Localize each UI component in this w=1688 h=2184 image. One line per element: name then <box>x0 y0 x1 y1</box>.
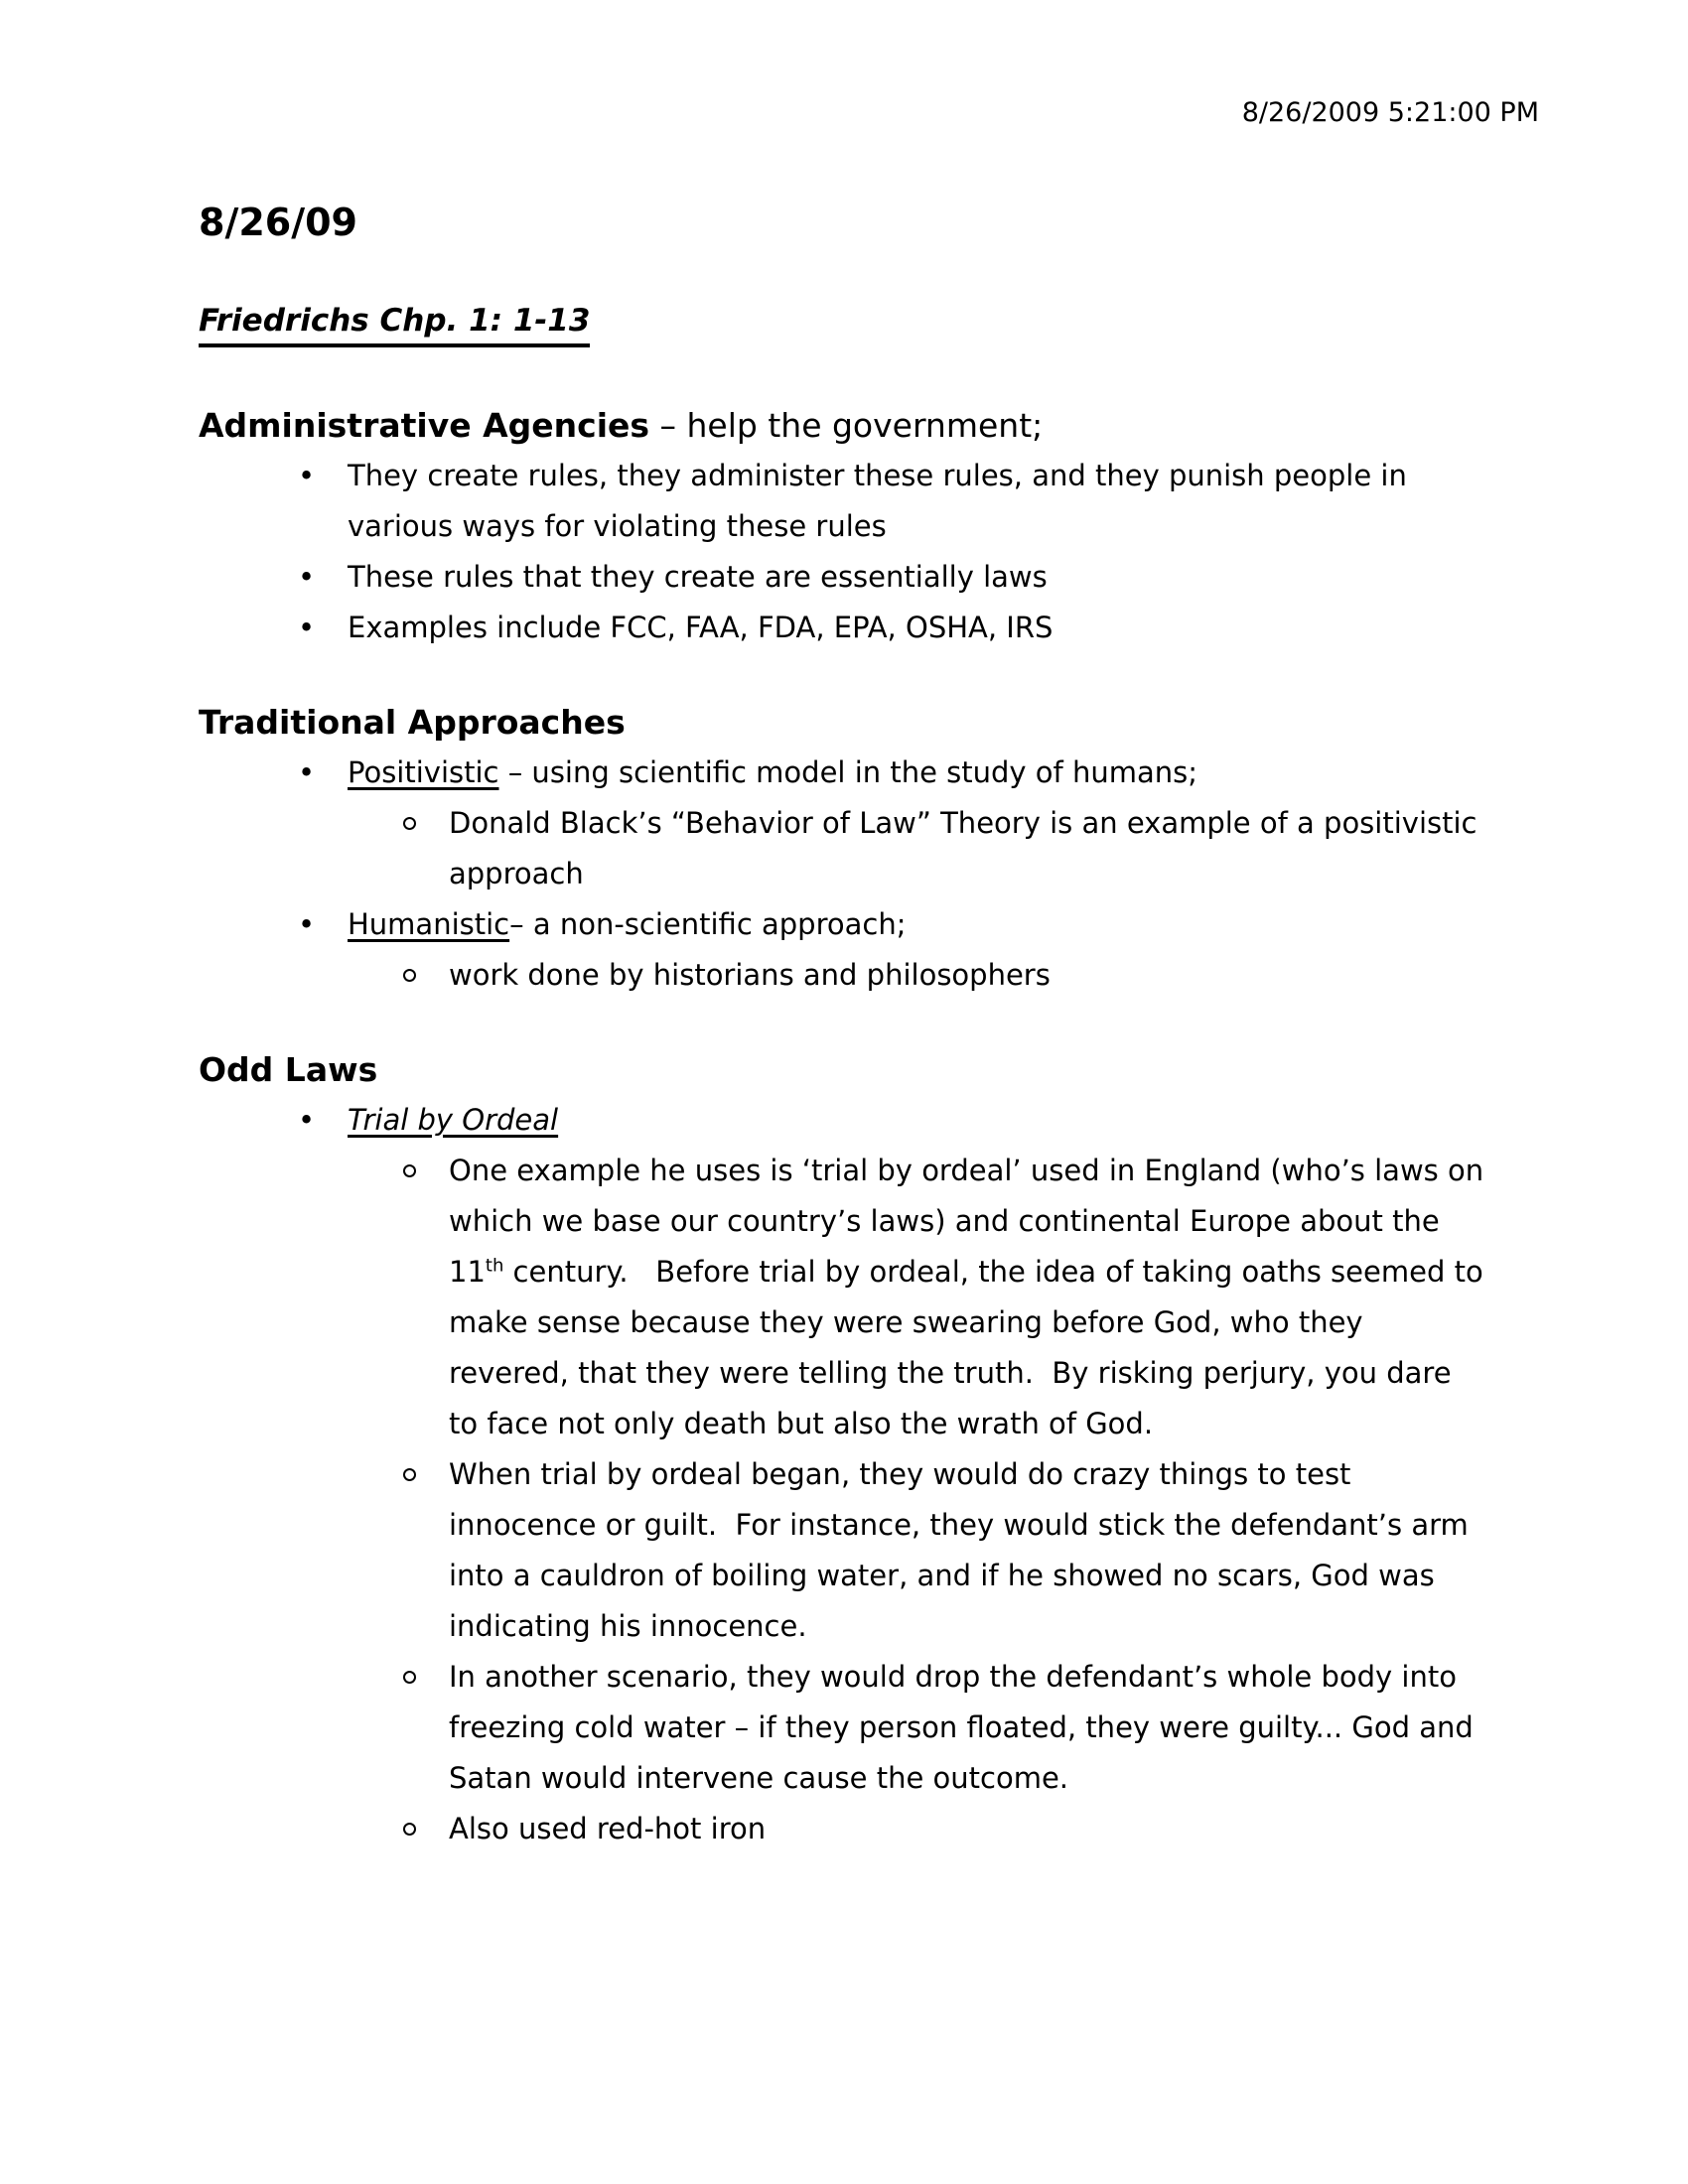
bullet-dot-icon: • <box>298 560 316 594</box>
section-heading <box>199 400 1487 451</box>
bullet-dot-icon: • <box>298 459 316 492</box>
sub-bullet-text: When trial by ordeal began, they would do crazy things to test innocence or guilt. For instance, they would stick the defendant’s arm into a cauldron of boiling water, and if he showed no scars, God was indicating his innocence. <box>449 1457 1477 1643</box>
italic-underlined-term: Trial by Ordeal <box>348 1103 559 1137</box>
date-heading: 8/26/09 <box>199 201 357 244</box>
bullet-text-rest: – using scientific model in the study of humans; <box>498 755 1198 789</box>
doc-title: Friedrichs Chp. 1: 1-13 <box>199 301 590 347</box>
section-administrative-agencies <box>199 400 1487 653</box>
traditional-bullet-list <box>199 748 1487 1001</box>
list-item <box>199 899 1487 950</box>
header-timestamp: 8/26/2009 5:21:00 PM <box>1241 97 1539 128</box>
section-heading-suffix: – help the government; <box>649 406 1044 445</box>
doc-title-row <box>199 300 1487 351</box>
odd-laws-bullet-list <box>199 1095 1493 1854</box>
admin-bullet-list <box>199 451 1487 653</box>
sub-bullet-text <box>449 1154 1492 1440</box>
sub-bullet-text-pre: One example he uses is ‘trial by ordeal’ used in England (who’s laws on which we base our country’s laws) and continental Europe about the 11 <box>449 1154 1493 1289</box>
bullet-text <box>348 755 1197 789</box>
ordinal-superscript: th <box>485 1255 504 1277</box>
section-heading <box>199 697 1487 748</box>
sub-bullet-text: work done by historians and philosophers <box>449 958 1051 992</box>
list-item <box>199 798 1487 899</box>
sub-bullet-text-post: century. Before trial by ordeal, the idea of taking oaths seemed to make sense because they were swearing before God, who they revered, that they were telling the truth. By risking perjury, you dare to face not only death but also the wrath of God. <box>449 1255 1492 1440</box>
bullet-circle-icon <box>403 969 416 982</box>
bullet-circle-icon <box>403 1671 416 1684</box>
list-item <box>199 950 1487 1001</box>
bullet-circle-icon <box>403 1164 416 1177</box>
bullet-dot-icon: • <box>298 611 316 644</box>
list-item <box>199 451 1487 552</box>
sub-bullet-text: In another scenario, they would drop the defendant’s whole body into freezing cold water – if they person floated, they were guilty... God and Satan would intervene cause the outcome. <box>449 1660 1482 1795</box>
section-heading <box>199 1044 1487 1095</box>
list-item <box>199 1146 1493 1449</box>
bullet-text: They create rules, they administer these rules, and they punish people in various ways for violating these rules <box>348 459 1417 543</box>
list-item <box>199 1449 1487 1652</box>
notes-content <box>199 197 1493 1854</box>
bullet-text: These rules that they create are essentially laws <box>348 560 1048 594</box>
sub-bullet-text: Also used red-hot iron <box>449 1812 767 1845</box>
list-item <box>199 603 1487 653</box>
underlined-term: Humanistic <box>348 907 510 941</box>
bullet-text: Examples include FCC, FAA, FDA, EPA, OSHA, IRS <box>348 611 1054 644</box>
bullet-text <box>348 1103 558 1137</box>
underlined-term: Positivistic <box>348 755 499 789</box>
bullet-circle-icon <box>403 1468 416 1481</box>
bullet-dot-icon: • <box>298 755 316 789</box>
section-heading-bold: Administrative Agencies <box>199 406 650 445</box>
list-item <box>199 1804 1487 1854</box>
bullet-dot-icon: • <box>298 907 316 941</box>
section-heading-bold: Traditional Approaches <box>199 703 626 742</box>
list-item <box>199 1652 1487 1804</box>
bullet-dot-icon: • <box>298 1103 316 1137</box>
bullet-text-rest: – a non-scientific approach; <box>509 907 907 941</box>
bullet-text <box>348 907 906 941</box>
list-item <box>199 748 1487 798</box>
section-traditional-approaches <box>199 697 1487 1001</box>
list-item <box>199 1095 1487 1146</box>
list-item <box>199 552 1487 603</box>
section-odd-laws <box>199 1044 1493 1854</box>
bullet-circle-icon <box>403 1823 416 1836</box>
sub-bullet-text: Donald Black’s “Behavior of Law” Theory is an example of a positivistic approach <box>449 806 1486 890</box>
bullet-circle-icon <box>403 817 416 830</box>
section-heading-bold: Odd Laws <box>199 1050 378 1089</box>
